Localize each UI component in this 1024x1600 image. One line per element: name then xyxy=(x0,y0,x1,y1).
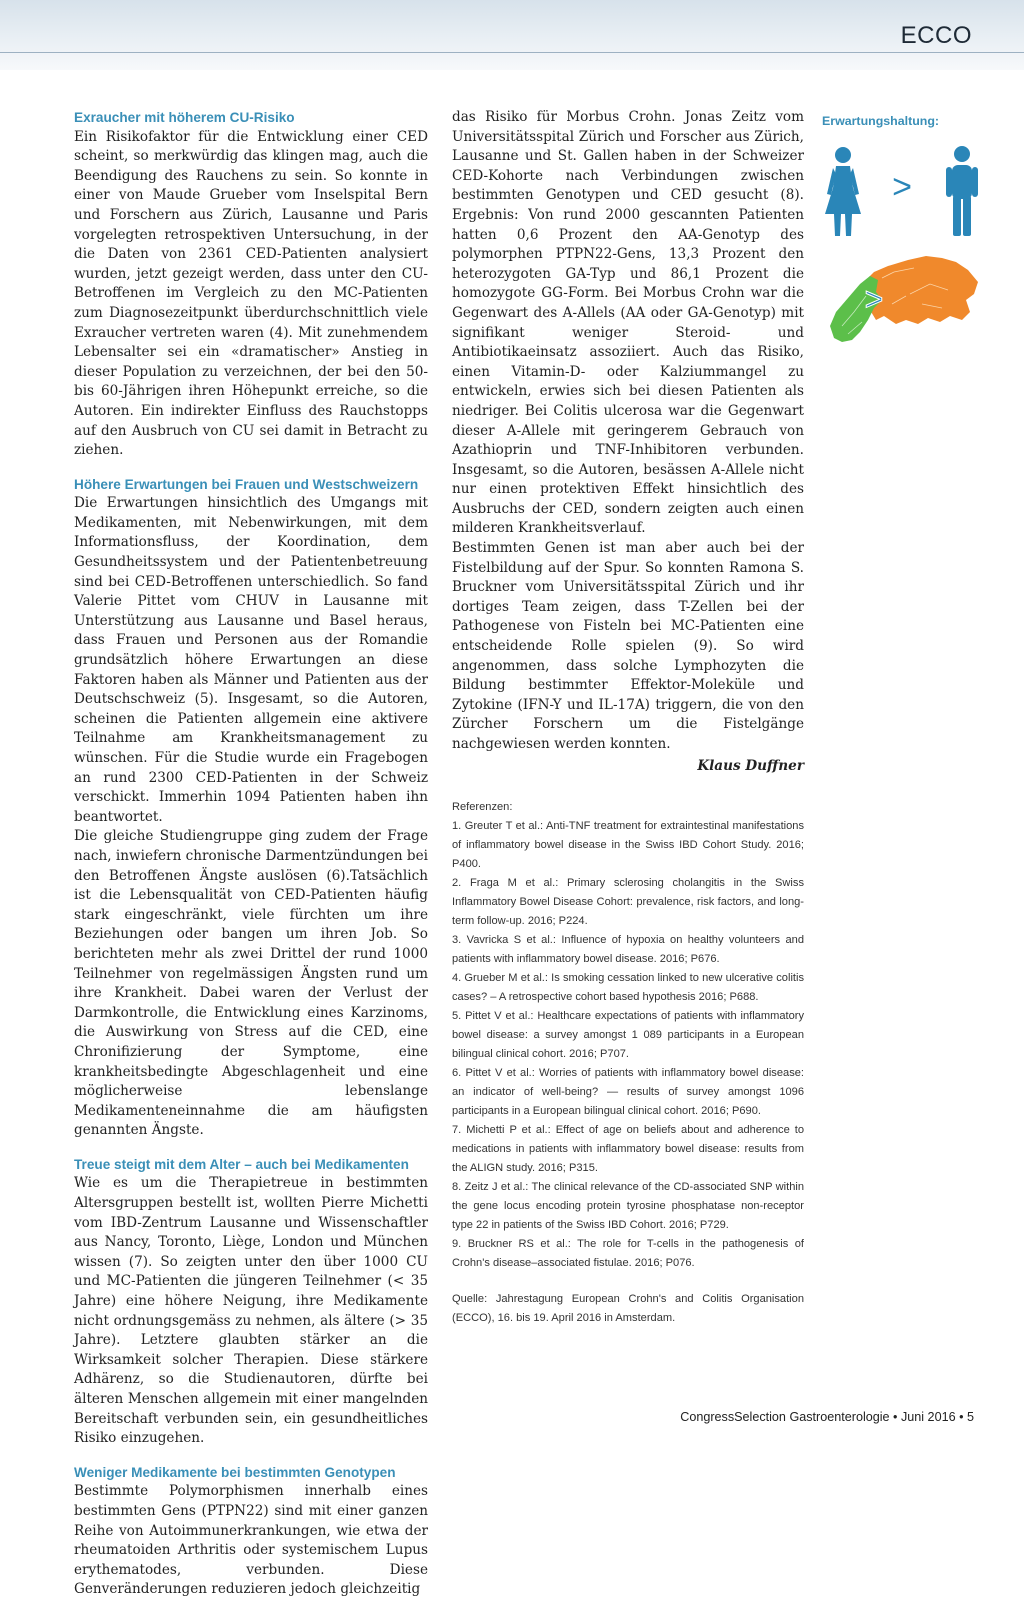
female-figure-icon xyxy=(825,147,861,236)
body-paragraph: Die gleiche Studiengruppe ging zudem der Frage nach, inwiefern chronische Darmentzündungen bei den Betroffenen Ängste auslösen (6).Tatsächlich ist die Lebensqualität von CED-Patienten häufig stark eingeschränkt, viele fürchten um ihre Beziehungen oder bangen um ihren Job. So berichteten mehr als zwei Drittel der rund 1000 Teilnehmer von regelmässigen Ängsten rund um ihre Krankheit. Dabei waren der Verlust der Darmkontrolle, die Entwicklung eines Karzinoms, die Auswirkung von Stress auf die CED, eine Chronifizierung der Symptome, eine krankheitsbedingte Abgeschlagenheit und eine möglicherweise lebenslange Medikamenteneinnahme die am häufigsten genannten Ängste. xyxy=(74,828,428,1139)
reference-item: 8. Zeitz J et al.: The clinical relevance of the CD-associated SNP within the gene locus encoding protein tyrosine phosphatase non-receptor type 22 in patients of the Swiss IBD Cohort. 2016; P729. xyxy=(452,1181,804,1232)
references-heading: Referenzen: xyxy=(452,801,513,814)
reference-item: 4. Grueber M et al.: Is smoking cessation linked to new ulcerative colitis cases? – A retrospective cohort based hypothesis 2016; P688. xyxy=(452,972,804,1004)
section-heading: Treue steigt mit dem Alter – auch bei Medikamenten xyxy=(74,1156,409,1172)
male-figure-icon xyxy=(946,146,978,236)
middle-column xyxy=(452,108,804,1328)
sidebar-title: Erwartungshaltung: xyxy=(822,114,940,128)
references xyxy=(452,798,804,1328)
sidebar-infographic xyxy=(822,114,982,317)
reference-item: 3. Vavricka S et al.: Influence of hypoxia on healthy volunteers and patients with inflammatory bowel disease. 2016; P676. xyxy=(452,934,804,966)
body-paragraph: Ein Risikofaktor für die Entwicklung einer CED scheint, so merkwürdig das klingen mag, auch die Beendigung des Rauchens zu sein. So konnte in einer von Maude Grueber vom Inselspital Bern und Forschern aus Zürich, Lausanne und Paris vorgelegten retrospektiven Untersuchung, in der die Daten von 2361 CED-Patienten analysiert wurden, jetzt gezeigt werden, dass unter den CU-Betroffenen im Vergleich zu den MC-Patienten zum Diagnosezeitpunkt überdurchschnittlich viele Exraucher vertreten waren (4). Mit zunehmendem Lebensalter sei ein «dramatischer» Anstieg in dieser Population zu verzeichnen, der bei den 50- bis 60-Jährigen ihren Höhepunkt erreiche, so die Autoren. Ein indirekter Einfluss des Rauchstopps auf den Ausbruch von CU sei damit in Betracht zu ziehen. xyxy=(74,128,428,459)
reference-item: 1. Greuter T et al.: Anti-TNF treatment for extraintestinal manifestations of inflammatory bowel disease in the Swiss IBD Cohort Study. 2016; P400. xyxy=(452,820,804,871)
reference-item: 7. Michetti P et al.: Effect of age on beliefs about and adherence to medications in patients with inflammatory bowel disease: results from the ALIGN study. 2016; P315. xyxy=(452,1124,804,1175)
body-paragraph: Bestimmte Polymorphismen innerhalb eines bestimmten Gens (PTPN22) sind mit einer ganzen Reihe von Autoimmunerkrankungen, wie etwa der rheumatoiden Arthritis oder systemischem Lupus erythematodes, verbunden. Diese Genveränderungen reduzieren jedoch gleichzeitig xyxy=(74,1483,428,1598)
greater-than-symbol: > xyxy=(864,281,884,317)
body-paragraph: das Risiko für Morbus Crohn. Jonas Zeitz vom Universitätsspital Zürich und Forscher aus Zürich, Lausanne und St. Gallen haben in der Schweizer CED-Kohorte nach Verbindungen zwischen bestimmten Genotypen und CED gesucht (8). Ergebnis: Von rund 2000 gescannten Patienten hatten 0,6 Prozent den AA-Genotyp des polymorphen PTPN22-Gens, 13,3 Prozent den heterozygoten GA-Typ und 86,1 Prozent die homozygote GG-Form. Bei Morbus Crohn war die Gegenwart des A-Allels (AA oder GA-Genotyp) mit signifikant weniger Steroid- und Antibiotikaeinsatz assoziiert. Auch das Risiko, einen Vitamin-D- oder Kalziummangel zu entwickeln, erwies sich bei diesen Patienten als niedriger. Bei Colitis ulcerosa war die Gegenwart dieser A-Allele mit geringerem Gebrauch von Azathioprin und TNF-Inhibitoren verbunden. Insgesamt, so die Autoren, besässen A-Allele nicht nur einen protektiven Effekt hinsichtlich des Ausbruchs der CED, sondern zeigten auch einen milderen Krankheitsverlauf. xyxy=(452,109,804,537)
body-paragraph: Die Erwartungen hinsichtlich des Umgangs mit Medikamenten, mit Nebenwirkungen, mit dem Informationsfluss, der Koordination, dem Gesundheitssystem und der Patientenbetreuung sind bei CED-Betroffenen unterschiedlich. So fand Valerie Pittet vom CHUV in Lausanne mit Unterstützung aus Lausanne und Basel heraus, dass Frauen und Personen aus der Romandie grundsätzlich höhere Erwartungen an diese Faktoren haben als Männer und Patienten aus der Deutschschweiz (5). Insgesamt, so die Autoren, scheinen die Patienten allgemein eine aktivere Teilnahme am Krankheitsmanagement zu wünschen. Für die Studie wurde ein Fragebogen an rund 2300 CED-Patienten in der Schweiz verschickt. Immerhin 1094 Patienten haben ihn beantwortet. xyxy=(74,495,428,825)
section-heading: Exraucher mit höherem CU-Risiko xyxy=(74,110,295,125)
page-footer: CongressSelection Gastroenterologie • Juni 2016 • 5 xyxy=(680,1410,974,1424)
author-byline: Klaus Duffner xyxy=(697,757,804,774)
reference-item: 2. Fraga M et al.: Primary sclerosing cholangitis in the Swiss Inflammatory Bowel Disease Cohort: prevalence, risk factors, and long-term follow-up. 2016; P224. xyxy=(452,877,804,928)
source-text: Jahrestagung European Crohn's and Colitis Organisation (ECCO), 16. bis 19. April 2016 in Amsterdam. xyxy=(452,1293,804,1325)
source-label: Quelle: xyxy=(452,1293,488,1306)
section-heading: Weniger Medikamente bei bestimmten Genotypen xyxy=(74,1464,396,1480)
expectation-infographic xyxy=(822,144,982,354)
header-rule xyxy=(0,52,1024,53)
source-note xyxy=(452,1290,804,1328)
body-paragraph: Bestimmten Genen ist man aber auch bei der Fistelbildung auf der Spur. So konnten Ramona S. Bruckner vom Universitätsspital Zürich und ihr dortiges Team zeigen, dass T-Zellen bei der Pathogenese von Fisteln bei MC-Patienten eine entscheidende Rolle spielen (9). So wird angenommen, dass solche Lymphozyten die Bildung bestimmter Effektor-Moleküle und Zytokine (IFN-Y und IL-17A) triggern, die von den Zürcher Forschern um die Fistelgänge nachgewiesen werden konnten. xyxy=(452,540,804,752)
reference-item: 9. Bruckner RS et al.: The role for T-cells in the pathogenesis of Crohn's disease–associated fistulae. 2016; P076. xyxy=(452,1238,804,1270)
header-band xyxy=(0,0,1024,70)
greater-than-symbol: > xyxy=(892,168,912,206)
reference-item: 5. Pittet V et al.: Healthcare expectations of patients with inflammatory bowel disease: a survey amongst 1 089 participants in a European bilingual clinical cohort. 2016; P707. xyxy=(452,1010,804,1061)
left-column xyxy=(74,108,428,1600)
journal-tag: ECCO xyxy=(900,22,972,49)
reference-item: 6. Pittet V et al.: Worries of patients with inflammatory bowel disease: an indicator of well-being? — results of survey amongst 1096 participants in a European bilingual clinical cohort. 2016; P690. xyxy=(452,1067,804,1118)
body-paragraph: Wie es um die Therapietreue in bestimmten Altersgruppen bestellt ist, wollten Pierre Michetti vom IBD-Zentrum Lausanne und Wissenschaftler aus Nancy, Toronto, Liège, London und München wissen (7). So zeigten unter den über 1000 CU und MC-Patienten die jüngeren Teilnehmer (< 35 Jahre) eine höhere Neigung, ihre Medikamente nicht ordnungsgemäss zu nehmen, als ältere (> 35 Jahre). Letztere glaubten stärker an die Wirksamkeit solcher Therapien. Diese stärkere Adhärenz, so die Studienautoren, dürfte bei älteren Menschen allgemein mit einer mangelnden Bereitschaft verbunden sein, ein gesundheitliches Risiko einzugehen. xyxy=(74,1175,428,1447)
section-heading: Höhere Erwartungen bei Frauen und Westschweizern xyxy=(74,476,419,492)
